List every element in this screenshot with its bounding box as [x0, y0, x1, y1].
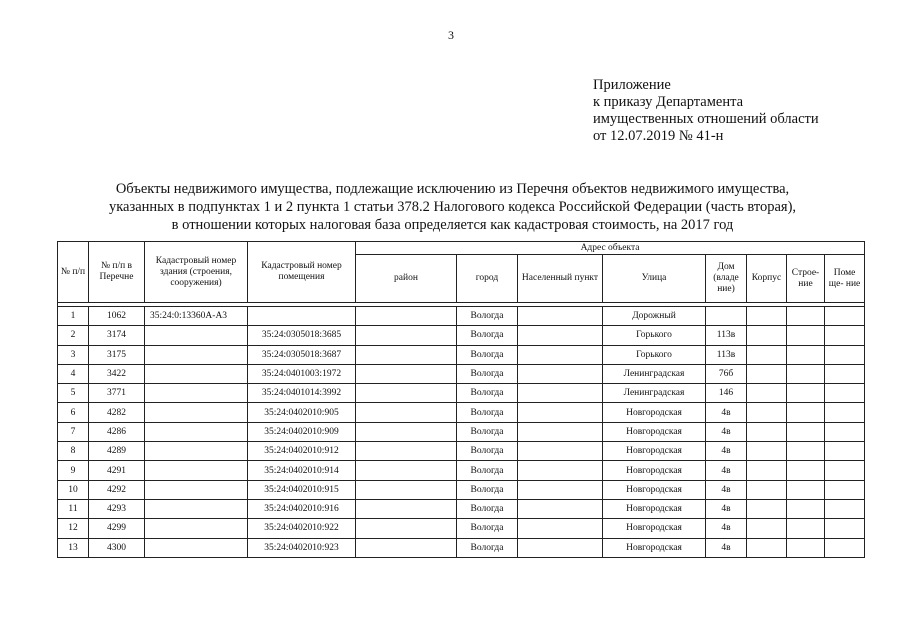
- cell-room-cadastral: 35:24:0305018:3685: [248, 326, 356, 345]
- cell-house: [706, 307, 747, 326]
- cell-house: 113в: [706, 326, 747, 345]
- cell-house: 4в: [706, 519, 747, 538]
- cell-korpus: [747, 326, 787, 345]
- appendix-block: [593, 77, 819, 145]
- title-line: Объекты недвижимого имущества, подлежащие исключению из Перечня объектов недвижимого имущества,: [115, 181, 790, 197]
- header-house: Дом (владе ние): [706, 255, 747, 303]
- cell-room: [825, 519, 865, 538]
- cell-num: 12: [58, 519, 89, 538]
- cell-list-num: 1062: [89, 307, 145, 326]
- cell-structure: [787, 307, 825, 326]
- appendix-line: к приказу Департамента: [593, 94, 744, 110]
- cell-room: [825, 442, 865, 461]
- table-row: [58, 519, 865, 538]
- cell-list-num: 4299: [89, 519, 145, 538]
- cell-num: 6: [58, 403, 89, 422]
- cell-num: 3: [58, 345, 89, 364]
- header-address-group: Адрес объекта: [356, 242, 865, 255]
- cell-list-num: 4292: [89, 480, 145, 499]
- cell-korpus: [747, 519, 787, 538]
- cell-district: [356, 499, 457, 518]
- document-title: [40, 180, 865, 234]
- cell-list-num: 3175: [89, 345, 145, 364]
- cell-room-cadastral: 35:24:0401003:1972: [248, 364, 356, 383]
- cell-house: 4в: [706, 422, 747, 441]
- header-structure: Строе- ние: [787, 255, 825, 303]
- cell-korpus: [747, 384, 787, 403]
- cell-list-num: 4289: [89, 442, 145, 461]
- cell-korpus: [747, 499, 787, 518]
- cell-city: Вологда: [457, 403, 518, 422]
- cell-street: Новгородская: [603, 422, 706, 441]
- cell-city: Вологда: [457, 345, 518, 364]
- cell-house: 113в: [706, 345, 747, 364]
- cell-city: Вологда: [457, 326, 518, 345]
- header-building-cadastral: Кадастровый номер здания (строения, сооружения): [145, 242, 248, 303]
- cell-building-cadastral: 35:24:0:13360А-А3: [145, 307, 248, 326]
- cell-building-cadastral: [145, 499, 248, 518]
- cell-settlement: [518, 442, 603, 461]
- cell-building-cadastral: [145, 364, 248, 383]
- cell-structure: [787, 538, 825, 557]
- cell-street: Дорожный: [603, 307, 706, 326]
- cell-settlement: [518, 364, 603, 383]
- cell-house: 4в: [706, 403, 747, 422]
- header-num: № п/п: [58, 242, 89, 303]
- appendix-line: Приложение: [593, 77, 671, 93]
- cell-list-num: 4293: [89, 499, 145, 518]
- cell-street: Горького: [603, 326, 706, 345]
- cell-house: 4в: [706, 442, 747, 461]
- cell-room-cadastral: 35:24:0402010:912: [248, 442, 356, 461]
- cell-list-num: 3174: [89, 326, 145, 345]
- cell-district: [356, 461, 457, 480]
- header-settlement: Населенный пункт: [518, 255, 603, 303]
- cell-list-num: 3771: [89, 384, 145, 403]
- table-row: [58, 422, 865, 441]
- cell-district: [356, 307, 457, 326]
- cell-list-num: 4286: [89, 422, 145, 441]
- cell-room-cadastral: [248, 307, 356, 326]
- cell-room: [825, 307, 865, 326]
- header-city: город: [457, 255, 518, 303]
- cell-num: 13: [58, 538, 89, 557]
- table-row: [58, 364, 865, 383]
- cell-room: [825, 326, 865, 345]
- cell-house: 4в: [706, 480, 747, 499]
- cell-num: 7: [58, 422, 89, 441]
- cell-room-cadastral: 35:24:0402010:916: [248, 499, 356, 518]
- cell-city: Вологда: [457, 538, 518, 557]
- cell-house: 4в: [706, 538, 747, 557]
- cell-building-cadastral: [145, 422, 248, 441]
- header-list-num: № п/п в Перечне: [89, 242, 145, 303]
- cell-building-cadastral: [145, 384, 248, 403]
- cell-korpus: [747, 364, 787, 383]
- cell-structure: [787, 499, 825, 518]
- cell-street: Новгородская: [603, 461, 706, 480]
- cell-district: [356, 538, 457, 557]
- cell-settlement: [518, 480, 603, 499]
- cell-settlement: [518, 538, 603, 557]
- cell-room-cadastral: 35:24:0402010:923: [248, 538, 356, 557]
- cell-street: Ленинградская: [603, 384, 706, 403]
- cell-settlement: [518, 519, 603, 538]
- cell-building-cadastral: [145, 326, 248, 345]
- cell-room-cadastral: 35:24:0402010:914: [248, 461, 356, 480]
- cell-street: Горького: [603, 345, 706, 364]
- cell-structure: [787, 326, 825, 345]
- header-room-cadastral: Кадастровый номер помещения: [248, 242, 356, 303]
- cell-city: Вологда: [457, 364, 518, 383]
- cell-building-cadastral: [145, 345, 248, 364]
- table-row: [58, 538, 865, 557]
- cell-num: 4: [58, 364, 89, 383]
- cell-room-cadastral: 35:24:0402010:922: [248, 519, 356, 538]
- cell-korpus: [747, 442, 787, 461]
- table-body: [58, 303, 865, 558]
- cell-num: 10: [58, 480, 89, 499]
- cell-room-cadastral: 35:24:0402010:909: [248, 422, 356, 441]
- cell-room: [825, 345, 865, 364]
- cell-district: [356, 345, 457, 364]
- cell-settlement: [518, 345, 603, 364]
- cell-korpus: [747, 422, 787, 441]
- cell-room: [825, 499, 865, 518]
- cell-korpus: [747, 345, 787, 364]
- cell-list-num: 3422: [89, 364, 145, 383]
- cell-city: Вологда: [457, 461, 518, 480]
- cell-street: Новгородская: [603, 442, 706, 461]
- cell-list-num: 4300: [89, 538, 145, 557]
- cell-room: [825, 364, 865, 383]
- cell-settlement: [518, 326, 603, 345]
- cell-district: [356, 326, 457, 345]
- table-row: [58, 480, 865, 499]
- page-number: 3: [448, 28, 454, 42]
- cell-street: Новгородская: [603, 519, 706, 538]
- cell-korpus: [747, 403, 787, 422]
- cell-house: 4в: [706, 461, 747, 480]
- cell-street: Новгородская: [603, 480, 706, 499]
- cell-room: [825, 403, 865, 422]
- cell-structure: [787, 403, 825, 422]
- cell-district: [356, 384, 457, 403]
- cell-city: Вологда: [457, 307, 518, 326]
- cell-settlement: [518, 307, 603, 326]
- table-row: [58, 307, 865, 326]
- cell-structure: [787, 442, 825, 461]
- header-korpus: Корпус: [747, 255, 787, 303]
- cell-city: Вологда: [457, 480, 518, 499]
- objects-table: [57, 241, 865, 558]
- cell-building-cadastral: [145, 480, 248, 499]
- cell-korpus: [747, 480, 787, 499]
- cell-street: Новгородская: [603, 499, 706, 518]
- cell-city: Вологда: [457, 384, 518, 403]
- cell-korpus: [747, 538, 787, 557]
- cell-room: [825, 384, 865, 403]
- cell-house: 76б: [706, 364, 747, 383]
- cell-room: [825, 461, 865, 480]
- cell-korpus: [747, 461, 787, 480]
- cell-street: Новгородская: [603, 538, 706, 557]
- cell-room-cadastral: 35:24:0401014:3992: [248, 384, 356, 403]
- cell-num: 11: [58, 499, 89, 518]
- cell-city: Вологда: [457, 442, 518, 461]
- cell-num: 1: [58, 307, 89, 326]
- cell-district: [356, 364, 457, 383]
- cell-building-cadastral: [145, 519, 248, 538]
- cell-room-cadastral: 35:24:0402010:905: [248, 403, 356, 422]
- cell-structure: [787, 519, 825, 538]
- header-street: Улица: [603, 255, 706, 303]
- cell-korpus: [747, 307, 787, 326]
- cell-list-num: 4291: [89, 461, 145, 480]
- cell-num: 9: [58, 461, 89, 480]
- table-row: [58, 403, 865, 422]
- cell-city: Вологда: [457, 519, 518, 538]
- title-line: в отношении которых налоговая база определяется как кадастровая стоимость, на 2017 год: [171, 217, 734, 233]
- cell-settlement: [518, 403, 603, 422]
- appendix-line: от 12.07.2019 № 41-н: [593, 128, 724, 144]
- cell-structure: [787, 384, 825, 403]
- title-line: указанных в подпунктах 1 и 2 пункта 1 статьи 378.2 Налогового кодекса Российской Федерации (часть вторая),: [108, 199, 797, 215]
- cell-district: [356, 480, 457, 499]
- cell-num: 2: [58, 326, 89, 345]
- cell-district: [356, 422, 457, 441]
- cell-settlement: [518, 461, 603, 480]
- cell-room: [825, 538, 865, 557]
- cell-city: Вологда: [457, 422, 518, 441]
- cell-settlement: [518, 422, 603, 441]
- header-district: район: [356, 255, 457, 303]
- cell-city: Вологда: [457, 499, 518, 518]
- cell-num: 5: [58, 384, 89, 403]
- cell-building-cadastral: [145, 403, 248, 422]
- cell-house: 4в: [706, 499, 747, 518]
- cell-district: [356, 442, 457, 461]
- cell-building-cadastral: [145, 442, 248, 461]
- cell-building-cadastral: [145, 538, 248, 557]
- cell-street: Ленинградская: [603, 364, 706, 383]
- cell-street: Новгородская: [603, 403, 706, 422]
- cell-structure: [787, 422, 825, 441]
- cell-district: [356, 403, 457, 422]
- header-room: Поме ще- ние: [825, 255, 865, 303]
- cell-room-cadastral: 35:24:0305018:3687: [248, 345, 356, 364]
- table-row: [58, 326, 865, 345]
- cell-num: 8: [58, 442, 89, 461]
- cell-structure: [787, 345, 825, 364]
- cell-house: 146: [706, 384, 747, 403]
- table-row: [58, 442, 865, 461]
- cell-settlement: [518, 384, 603, 403]
- table-row: [58, 345, 865, 364]
- appendix-line: имущественных отношений области: [593, 111, 819, 127]
- table-row: [58, 461, 865, 480]
- cell-list-num: 4282: [89, 403, 145, 422]
- cell-structure: [787, 364, 825, 383]
- cell-room: [825, 422, 865, 441]
- cell-structure: [787, 461, 825, 480]
- cell-district: [356, 519, 457, 538]
- cell-structure: [787, 480, 825, 499]
- table-row: [58, 499, 865, 518]
- cell-settlement: [518, 499, 603, 518]
- cell-room-cadastral: 35:24:0402010:915: [248, 480, 356, 499]
- cell-room: [825, 480, 865, 499]
- table-row: [58, 384, 865, 403]
- cell-building-cadastral: [145, 461, 248, 480]
